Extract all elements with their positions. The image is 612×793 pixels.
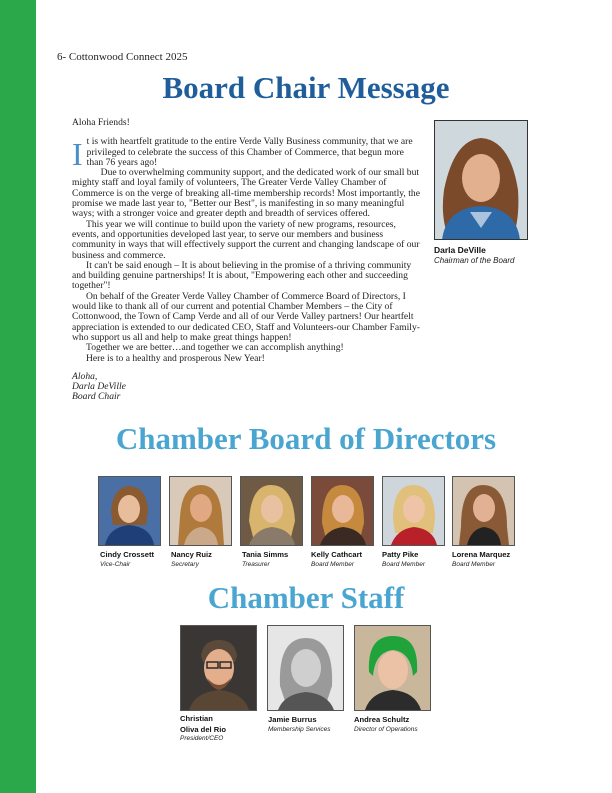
letter-paragraph-4: It can't be said enough – It is about believing in the promise of a thriving community and building genuine partnerships! It is about, "Empowering each other and succeeding together"! bbox=[72, 259, 412, 292]
page-header: 6- Cottonwood Connect 2025 bbox=[57, 51, 188, 63]
board-portrait-4 bbox=[311, 476, 374, 546]
board-portrait-1 bbox=[98, 476, 161, 546]
board-member-role-4: Board Member bbox=[311, 561, 354, 568]
staff-name-1-line-1: Christian bbox=[180, 714, 213, 723]
board-member-role-2: Secretary bbox=[171, 561, 199, 568]
board-section-title: Chamber Board of Directors bbox=[115, 421, 497, 456]
letter-paragraph-7: Here is to a healthy and prosperous New Year! bbox=[86, 352, 265, 364]
staff-name-2: Jamie Burrus bbox=[268, 715, 317, 724]
chair-role: Chairman of the Board bbox=[434, 256, 515, 265]
letter-paragraph-2: Due to overwhelming community support, and the dedicated work of our small but mighty staff and loyal family of volunteers, The Greater Verde Valley Chamber of Commerce is on the verge of breaking all-time membership records! Most importantly, the promise we made last year to, "Better our Best", is manifesting in so many meaningful ways; with a stronger voice and greater depth and breadth of services offered. bbox=[72, 167, 420, 220]
letter-paragraph-3: This year we will continue to build upon the variety of new programs, resources, events, and opportunities developed last year, to serve our members and business community in ways that will effectively support the current and changing landscape of our business and commerce. bbox=[72, 218, 420, 261]
chair-name: Darla DeVille bbox=[434, 245, 486, 255]
staff-role-1: President/CEO bbox=[180, 735, 224, 742]
letter-paragraph-5: On behalf of the Greater Verde Valley Chamber of Commerce Board of Directors, I would like to thank all of our current and potential Chamber Members – the City of Cottonwood, the Town of Camp Verde and all of our Verde Valley partners! Our heartfelt appreciation is extended to our dedicated CEO, Staff and Volunteers-our Chamber Family-who support us all and help to make great things happen! bbox=[72, 290, 420, 343]
board-member-name-4: Kelly Cathcart bbox=[311, 550, 363, 559]
chair-letter bbox=[72, 118, 420, 403]
staff-portrait-1 bbox=[180, 625, 257, 711]
staff-portrait-2 bbox=[267, 625, 344, 711]
staff-section-title: Chamber Staff bbox=[207, 580, 405, 615]
letter-paragraph-1: It is with heartfelt gratitude to the entire Verde Vally Business community, that we are privileged to celebrate the success of this Chamber of Commerce, that begun more than 76 years ago! bbox=[72, 136, 413, 173]
board-member-name-3: Tania Simms bbox=[242, 550, 289, 559]
letter-greeting: Aloha Friends! bbox=[72, 117, 130, 128]
green-sidebar-bar bbox=[0, 0, 36, 793]
chair-portrait-photo bbox=[434, 120, 528, 240]
staff-name-1-line-2: Oliva del Rio bbox=[180, 725, 226, 734]
staff-portrait-3 bbox=[354, 625, 431, 711]
board-member-role-5: Board Member bbox=[382, 561, 425, 568]
board-member-role-3: Treasurer bbox=[242, 561, 270, 568]
page-title: Board Chair Message bbox=[162, 70, 450, 105]
board-member-name-2: Nancy Ruiz bbox=[171, 550, 212, 559]
board-member-role-6: Board Member bbox=[452, 561, 495, 568]
staff-role-3: Director of Operations bbox=[354, 726, 418, 733]
board-portrait-6 bbox=[452, 476, 515, 546]
board-member-name-6: Lorena Marquez bbox=[452, 550, 511, 559]
board-member-role-1: Vice-Chair bbox=[100, 561, 131, 568]
letter-signature: Aloha, Darla DeVille Board Chair bbox=[72, 370, 126, 403]
staff-name-3: Andrea Schultz bbox=[354, 715, 410, 724]
board-member-name-1: Cindy Crossett bbox=[100, 550, 155, 559]
letter-paragraph-6: Together we are better…and together we can accomplish anything! bbox=[86, 342, 344, 354]
board-member-name-5: Patty Pike bbox=[382, 550, 419, 559]
board-portrait-2 bbox=[169, 476, 232, 546]
staff-role-2: Membership Services bbox=[268, 726, 331, 733]
board-portrait-5 bbox=[382, 476, 445, 546]
board-portrait-3 bbox=[240, 476, 303, 546]
drop-cap: I bbox=[72, 136, 83, 173]
